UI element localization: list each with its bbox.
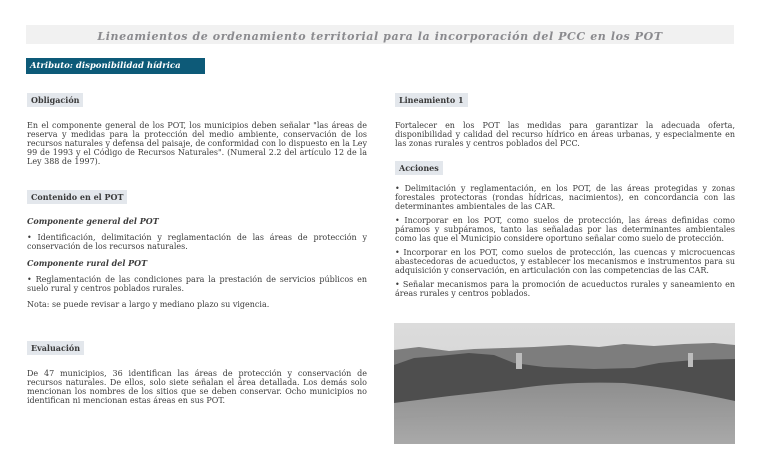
contenido-heading: Contenido en el POT <box>27 190 127 204</box>
accion-item: • Incorporar en los POT, como suelos de protección, las áreas definidas como páramos y subpáramos, tanto las señaladas por las determinantes ambientales como las que el Municipio considere oportuno señalar como suelo de protección. <box>395 216 735 243</box>
evaluacion-heading: Evaluación <box>27 341 84 355</box>
componente-general-bullet: • Identificación, delimitación y reglamentación de las áreas de protección y conservación de los recursos naturales. <box>27 233 367 251</box>
accion-item: • Señalar mecanismos para la promoción de acueductos rurales y saneamiento en áreas rurales y centros poblados. <box>395 280 735 298</box>
accion-item: • Delimitación y reglamentación, en los POT, de las áreas protegidas y zonas forestales protectoras (rondas hídricas, nacimientos), en concordancia con las determinantes ambientales de las CAR. <box>395 184 735 211</box>
accion-item: • Incorporar en los POT, como suelos de protección, las cuencas y microcuencas abastecedoras de acueductos, y establecer los mecanismos e instrumentos para su adquisición y conservación, en articulación con las competencias de las CAR. <box>395 248 735 275</box>
evaluacion-text: De 47 municipios, 36 identifican las áreas de protección y conservación de recursos naturales. De ellos, solo siete señalan el área detallada. Los demás solo mencionan los nombres de los sitios que se deben conservar. Ocho municipios no identifican ni mencionan estas áreas en sus POT. <box>27 369 367 405</box>
evaluacion-section <box>27 336 367 405</box>
obligacion-section <box>27 88 367 166</box>
lineamiento-text: Fortalecer en los POT las medidas para garantizar la adecuada oferta, disponibilidad y calidad del recurso hídrico en áreas urbanas, y especialmente en las zonas rurales y centros poblados del PCC. <box>395 121 735 148</box>
lineamiento-heading: Lineamiento 1 <box>395 93 468 107</box>
page-title-bar <box>26 25 734 44</box>
attribute-badge: Atributo: disponibilidad hídrica <box>26 58 205 74</box>
page-title: Lineamientos de ordenamiento territorial para la incorporación del PCC en los POT <box>97 30 663 43</box>
acciones-section <box>395 156 735 298</box>
river-landscape-photo <box>394 323 735 444</box>
acciones-heading: Acciones <box>395 161 443 175</box>
componente-rural-bullet: • Reglamentación de las condiciones para la prestación de servicios públicos en suelo rural y centros poblados rurales. <box>27 275 367 293</box>
componente-rural-title: Componente rural del POT <box>27 258 148 268</box>
obligacion-text: En el componente general de los POT, los municipios deben señalar "las áreas de reserva y medidas para la protección del medio ambiente, conservación de los recursos naturales y defensa del paisaje, de conformidad con lo dispuesto en la Ley 99 de 1993 y el Código de Recursos Naturales". (Numeral 2.2 del artículo 12 de la Ley 388 de 1997). <box>27 121 367 166</box>
nota-text: Nota: se puede revisar a largo y mediano plazo su vigencia. <box>27 300 270 309</box>
obligacion-heading: Obligación <box>27 93 83 107</box>
contenido-section <box>27 185 367 309</box>
lineamiento-section <box>395 88 735 148</box>
componente-general-title: Componente general del POT <box>27 216 159 226</box>
